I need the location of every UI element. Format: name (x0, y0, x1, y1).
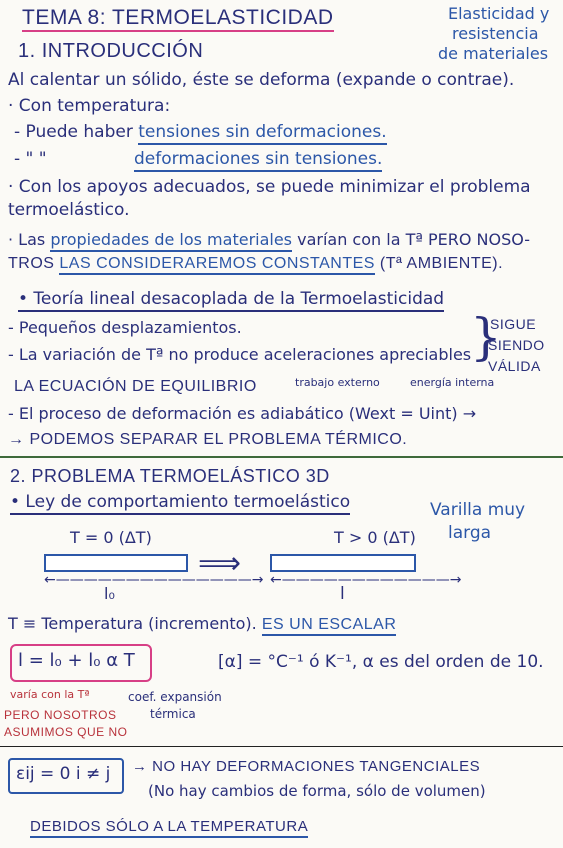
section-divider-2 (0, 746, 563, 747)
implies-arrow: ⟹ (198, 546, 242, 581)
con-temperatura: · Con temperatura: (8, 96, 171, 116)
course-label-line3: de materiales (438, 44, 549, 63)
section2-heading: 2. PROBLEMA TERMOELÁSTICO 3D (10, 466, 330, 486)
dimension-l0: ←——————————————→ (44, 572, 264, 588)
tdef-text: T ≡ Temperatura (incremento). (8, 614, 262, 633)
item-tensiones (14, 122, 387, 142)
energia-interna-note: energía interna (410, 376, 495, 389)
es-un-escalar: ES UN ESCALAR (262, 616, 397, 636)
prop-part-c: varían con la Tª PERO NOSO- (292, 230, 531, 249)
debidos-temperatura: DEBIDOS SÓLO A LA TEMPERATURA (30, 818, 308, 835)
propiedades-materiales: propiedades de los materiales (50, 230, 292, 252)
eij-formula: εij = 0 i ≠ j (16, 764, 111, 784)
proceso-adiabatico: - El proceso de deformación es adiabático (Wext = Uint) → (8, 404, 477, 423)
item-ditto: - " " (14, 149, 47, 169)
prop2-part-c: (Tª AMBIENTE). (374, 255, 504, 272)
podemos-separar: → PODEMOS SEPARAR EL PROBLEMA TÉRMICO. (8, 431, 408, 448)
no-deformaciones-tangenciales: → NO HAY DEFORMACIONES TANGENCIALES (132, 758, 481, 775)
pero-nosotros: PERO NOSOTROS (4, 708, 117, 722)
rod-initial (44, 554, 188, 572)
tensiones-sin-deformaciones: tensiones sin deformaciones. (138, 122, 386, 145)
apoyos-line1: · Con los apoyos adecuados, se puede minimizar el problema (8, 177, 531, 197)
label-l: l (340, 584, 345, 604)
valida-label: VÁLIDA (488, 358, 541, 374)
item-prefix: - Puede haber (14, 122, 139, 142)
propiedades-line1 (8, 230, 530, 249)
formula-dilatacion: l = l₀ + l₀ α T (18, 650, 135, 671)
varia-note: varía con la Tª (10, 688, 90, 701)
asumimos-que-no: ASUMIMOS QUE NO (4, 725, 128, 739)
label-tpos: T > 0 (ΔT) (334, 528, 416, 547)
sigue-label: SIGUE (490, 316, 537, 332)
varilla-note-line2: larga (448, 523, 492, 543)
rod-expanded (270, 554, 416, 572)
course-label-line2: resistencia (452, 24, 539, 43)
label-t0: T = 0 (ΔT) (70, 528, 152, 547)
consideraremos-constantes: LAS CONSIDERAREMOS CONSTANTES (59, 255, 375, 275)
course-label-line1: Elasticidad y (448, 4, 550, 23)
ley-comportamiento: • Ley de comportamiento termoelástico (10, 492, 350, 512)
prop2-part-a: TROS (8, 255, 60, 272)
section1-heading: 1. INTRODUCCIÓN (18, 40, 204, 62)
section-divider (0, 456, 563, 458)
brace: } (470, 308, 502, 366)
item-deformaciones (14, 149, 382, 169)
termica-note: térmica (150, 707, 196, 721)
intro-text: Al calentar un sólido, éste se deforma (expande o contrae). (8, 70, 515, 90)
trabajo-externo-note: trabajo externo (295, 376, 380, 389)
apoyos-line2: termoelástico. (8, 200, 130, 220)
teoria-lineal: • Teoría lineal desacoplada de la Termoelasticidad (18, 289, 444, 309)
no-cambios-forma: (No hay cambios de forma, sólo de volumen) (148, 782, 486, 800)
siendo-label: SIENDO (488, 337, 545, 353)
variacion-temperatura: - La variación de Tª no produce aceleraciones apreciables (8, 345, 472, 364)
pequenos-desplazamientos: - Pequeños desplazamientos. (8, 318, 242, 337)
prop-part-a: · Las (8, 230, 51, 249)
page-title: TEMA 8: TERMOELASTICIDAD (22, 6, 334, 30)
varilla-note-line1: Varilla muy (430, 500, 526, 520)
label-l0: l₀ (104, 584, 115, 603)
temperatura-definicion (8, 614, 396, 634)
deformaciones-sin-tensiones: deformaciones sin tensiones. (134, 149, 382, 172)
ecuacion-equilibrio: LA ECUACIÓN DE EQUILIBRIO (14, 378, 257, 395)
propiedades-line2 (8, 255, 503, 273)
alpha-units: [α] = °C⁻¹ ó K⁻¹, α es del orden de 10. (218, 652, 544, 672)
dimension-l: ←————————————→ (270, 572, 462, 588)
coef-expansion-note: coef. expansión (128, 690, 222, 704)
